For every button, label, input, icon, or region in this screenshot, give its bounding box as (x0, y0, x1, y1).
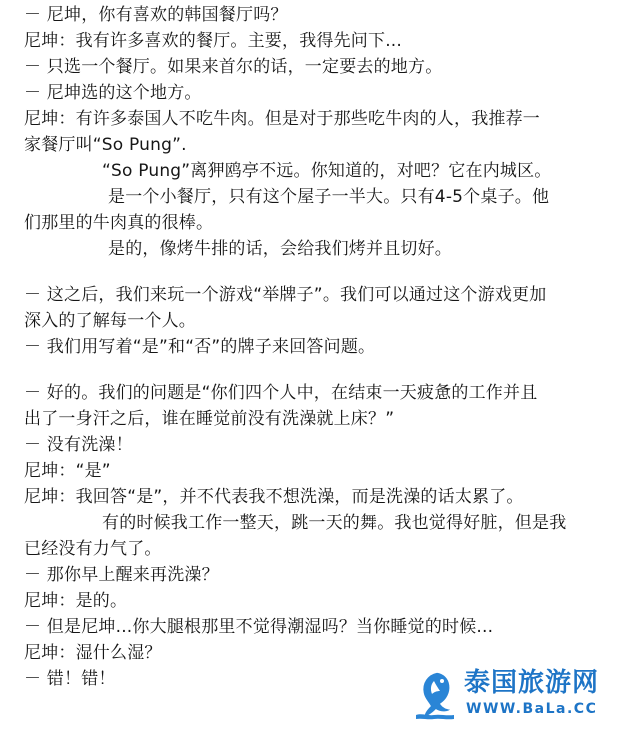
watermark-url: WWW.BaLa.CC (466, 701, 598, 717)
transcript-line: － 尼坤，你有喜欢的韩国餐厅吗？ (24, 5, 288, 25)
interview-transcript (24, 2, 614, 692)
dolphin-logo-icon (414, 669, 460, 721)
transcript-line: “So Pung”离狎鸥亭不远。你知道的，对吧？它在内城区。 (102, 161, 552, 181)
transcript-line: 们那里的牛肉真的很棒。 (24, 213, 214, 233)
paragraph-gap (24, 360, 614, 380)
transcript-line: 尼坤：有许多泰国人不吃牛肉。但是对于那些吃牛肉的人，我推荐一 (24, 109, 540, 129)
transcript-line: － 这之后，我们来玩一个游戏“举牌子”。我们可以通过这个游戏更加 (24, 285, 547, 305)
transcript-line: 是一个小餐厅，只有这个屋子一半大。只有4-5个桌子。他 (108, 187, 550, 207)
site-watermark (414, 667, 619, 725)
transcript-line: 已经没有力气了。 (24, 539, 162, 559)
transcript-line: 尼坤：我回答“是”，并不代表我不想洗澡，而是洗澡的话太累了。 (24, 487, 524, 507)
transcript-line: － 好的。我们的问题是“你们四个人中，在结束一天疲惫的工作并且 (24, 383, 538, 403)
transcript-line: － 但是尼坤...你大腿根那里不觉得潮湿吗？当你睡觉的时候... (24, 617, 494, 637)
transcript-line: － 没有洗澡！ (24, 435, 133, 455)
transcript-line: 有的时候我工作一整天，跳一天的舞。我也觉得好脏，但是我 (102, 513, 567, 533)
watermark-site-name: 泰国旅游网 (464, 668, 600, 698)
transcript-line: 尼坤：“是” (24, 461, 111, 481)
transcript-line: 尼坤：我有许多喜欢的餐厅。主要，我得先问下... (24, 31, 403, 51)
transcript-line: － 只选一个餐厅。如果来首尔的话，一定要去的地方。 (24, 57, 443, 77)
transcript-line: － 错！错！ (24, 669, 116, 689)
transcript-line: 尼坤：是的。 (24, 591, 128, 611)
transcript-line: － 那你早上醒来再洗澡？ (24, 565, 219, 585)
transcript-line: － 我们用写着“是”和“否”的牌子来回答问题。 (24, 337, 376, 357)
paragraph-gap (24, 262, 614, 282)
transcript-line: 是的，像烤牛排的话，会给我们烤并且切好。 (108, 239, 452, 259)
transcript-line: 尼坤：湿什么湿？ (24, 643, 162, 663)
transcript-line: 家餐厅叫“So Pung”. (24, 135, 187, 155)
transcript-line: 深入的了解每一个人。 (24, 311, 196, 331)
transcript-line: 出了一身汗之后，谁在睡觉前没有洗澡就上床？” (24, 409, 395, 429)
transcript-line: － 尼坤选的这个地方。 (24, 83, 202, 103)
